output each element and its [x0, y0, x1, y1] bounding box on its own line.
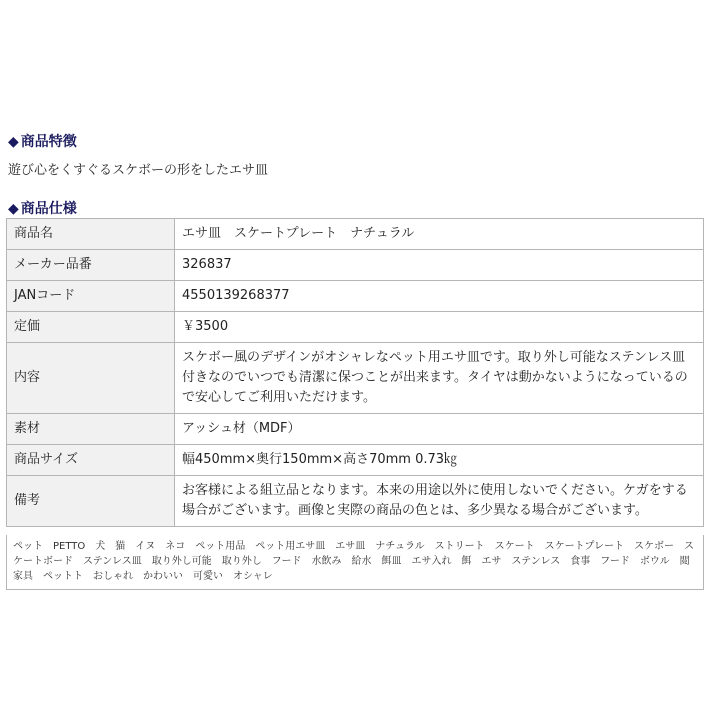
spec-label: 内容 [7, 343, 175, 414]
diamond-bullet-icon: ◆ [8, 201, 19, 217]
spec-row-material [7, 414, 704, 445]
spec-label: 素材 [7, 414, 175, 445]
features-heading-text: 商品特徴 [20, 134, 77, 150]
spec-label: 商品名 [7, 219, 175, 250]
specs-heading-text: 商品仕様 [20, 201, 77, 217]
features-heading [8, 131, 77, 151]
spec-label: 商品サイズ [7, 445, 175, 476]
spec-label: 備考 [7, 476, 175, 527]
keyword-tags: ペット PETTO 犬 猫 イヌ ネコ ペット用品 ペット用エサ皿 エサ皿 ナチュラル ストリート スケート スケートプレート スケボー スケートボード ステンレス皿 取り外し可能 取り外し フード 水飲み 給水 餌皿 エサ入れ 餌 エサ ステンレス 食事 フード ボウル 閲家具 ペットト おしゃれ かわいい 可愛い オシャレ [6, 535, 704, 590]
spec-value: ￥3500 [175, 312, 704, 343]
diamond-bullet-icon: ◆ [8, 134, 19, 150]
spec-row-list-price [7, 312, 704, 343]
spec-value: アッシュ材（MDF） [175, 414, 704, 445]
spec-value: お客様による組立品となります。本来の用途以外に使用しないでください。ケガをする場合がございます。画像と実際の商品の色とは、多少異なる場合がございます。 [175, 476, 704, 527]
spec-value: スケボー風のデザインがオシャレなペット用エサ皿です。取り外し可能なステンレス皿付きなのでいつでも清潔に保つことが出来ます。タイヤは動かないようになっているので安心してご利用いただけます。 [175, 343, 704, 414]
spec-value: 4550139268377 [175, 281, 704, 312]
spec-row-maker-number [7, 250, 704, 281]
specs-heading [8, 198, 77, 218]
spec-table [6, 218, 704, 527]
spec-row-jan-code [7, 281, 704, 312]
spec-value: エサ皿 スケートプレート ナチュラル [175, 219, 704, 250]
spec-label: メーカー品番 [7, 250, 175, 281]
spec-value: 幅450mm×奥行150mm×高さ70mm 0.73㎏ [175, 445, 704, 476]
spec-row-size [7, 445, 704, 476]
spec-row-notes [7, 476, 704, 527]
spec-label: JANコード [7, 281, 175, 312]
features-description: 遊び心をくすぐるスケボーの形をしたエサ皿 [8, 163, 269, 178]
spec-label: 定価 [7, 312, 175, 343]
spec-value: 326837 [175, 250, 704, 281]
spec-row-product-name [7, 219, 704, 250]
spec-row-contents [7, 343, 704, 414]
